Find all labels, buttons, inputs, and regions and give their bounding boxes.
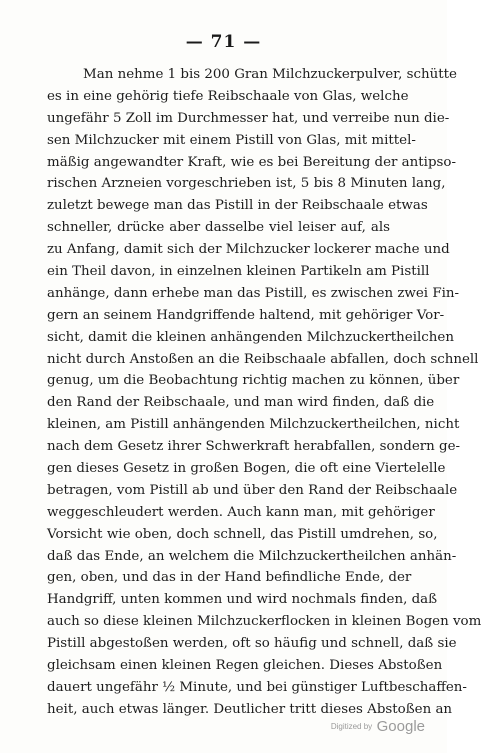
text-line: kleinen, am Pistill anhängenden Milchzuckertheilchen, nicht [47, 417, 460, 433]
text-line: gleichsam einen kleinen Regen gleichen. Dieses Abstoßen [47, 658, 443, 674]
text-line: es in eine gehörig tiefe Reibschaale von Glas, welche [47, 88, 409, 104]
page-number: — 71 — [185, 32, 262, 52]
text-line: ein Theil davon, in einzelnen kleinen Partikeln am Pistill [47, 264, 430, 280]
google-logo: Google [376, 718, 425, 735]
text-line: gen, oben, und das in der Hand befindliche Ende, der [47, 570, 412, 586]
text-line: nicht durch Anstoßen an die Reibschaale abfallen, doch schnell [47, 351, 479, 367]
text-line: anhänge, dann erhebe man das Pistill, es zwischen zwei Fin- [47, 285, 460, 301]
text-line: genug, um die Beobachtung richtig machen zu können, über [47, 373, 460, 389]
text-line: den Rand der Reibschaale, und man wird finden, daß die [47, 395, 435, 411]
text-line: schneller, drücke aber dasselbe viel leiser auf, als [47, 220, 390, 236]
text-line: nach dem Gesetz ihrer Schwerkraft herabfallen, sondern ge- [47, 439, 461, 455]
text-line: sicht, damit die kleinen anhängenden Milchzuckertheilchen [47, 329, 454, 345]
digitized-by-google-watermark [331, 718, 425, 736]
text-line: sen Milchzucker mit einem Pistill von Glas, mit mittel- [47, 132, 416, 148]
text-line: zuletzt bewege man das Pistill in der Reibschaale etwas [47, 198, 428, 214]
text-line: heit, auch etwas länger. Deutlicher tritt dieses Abstoßen an [47, 701, 453, 717]
text-line: gen dieses Gesetz in großen Bogen, die oft eine Viertelelle [47, 461, 446, 477]
text-line: ungefähr 5 Zoll im Durchmesser hat, und verreibe nun die- [47, 110, 450, 126]
text-line: mäßig angewandter Kraft, wie es bei Bereitung der antipso- [47, 154, 456, 170]
text-line: rischen Arzneien vorgeschrieben ist, 5 bis 8 Minuten lang, [47, 176, 446, 192]
text-line: betragen, vom Pistill ab und über den Rand der Reibschaale [47, 482, 458, 498]
body-text [47, 64, 481, 721]
text-line: weggeschleudert werden. Auch kann man, mit gehöriger [47, 504, 435, 520]
text-line: gern an seinem Handgriffende haltend, mit gehöriger Vor- [47, 307, 445, 323]
text-line: Man nehme 1 bis 200 Gran Milchzuckerpulver, schütte [83, 67, 457, 82]
text-line: dauert ungefähr ½ Minute, und bei günstiger Luftbeschaffen- [47, 679, 467, 695]
text-line: Pistill abgestoßen werden, oft so häufig und schnell, daß sie [47, 636, 457, 652]
watermark-prefix: Digitized by [330, 722, 373, 731]
text-line: auch so diese kleinen Milchzuckerflocken in kleinen Bogen vom [47, 614, 481, 630]
text-line: Vorsicht wie oben, doch schnell, das Pistill umdrehen, so, [47, 526, 438, 542]
text-line: zu Anfang, damit sich der Milchzucker lockerer mache und [47, 242, 450, 258]
text-line: daß das Ende, an welchem die Milchzuckertheilchen anhän- [47, 548, 457, 564]
text-line: Handgriff, unten kommen und wird nochmals finden, daß [47, 592, 438, 608]
